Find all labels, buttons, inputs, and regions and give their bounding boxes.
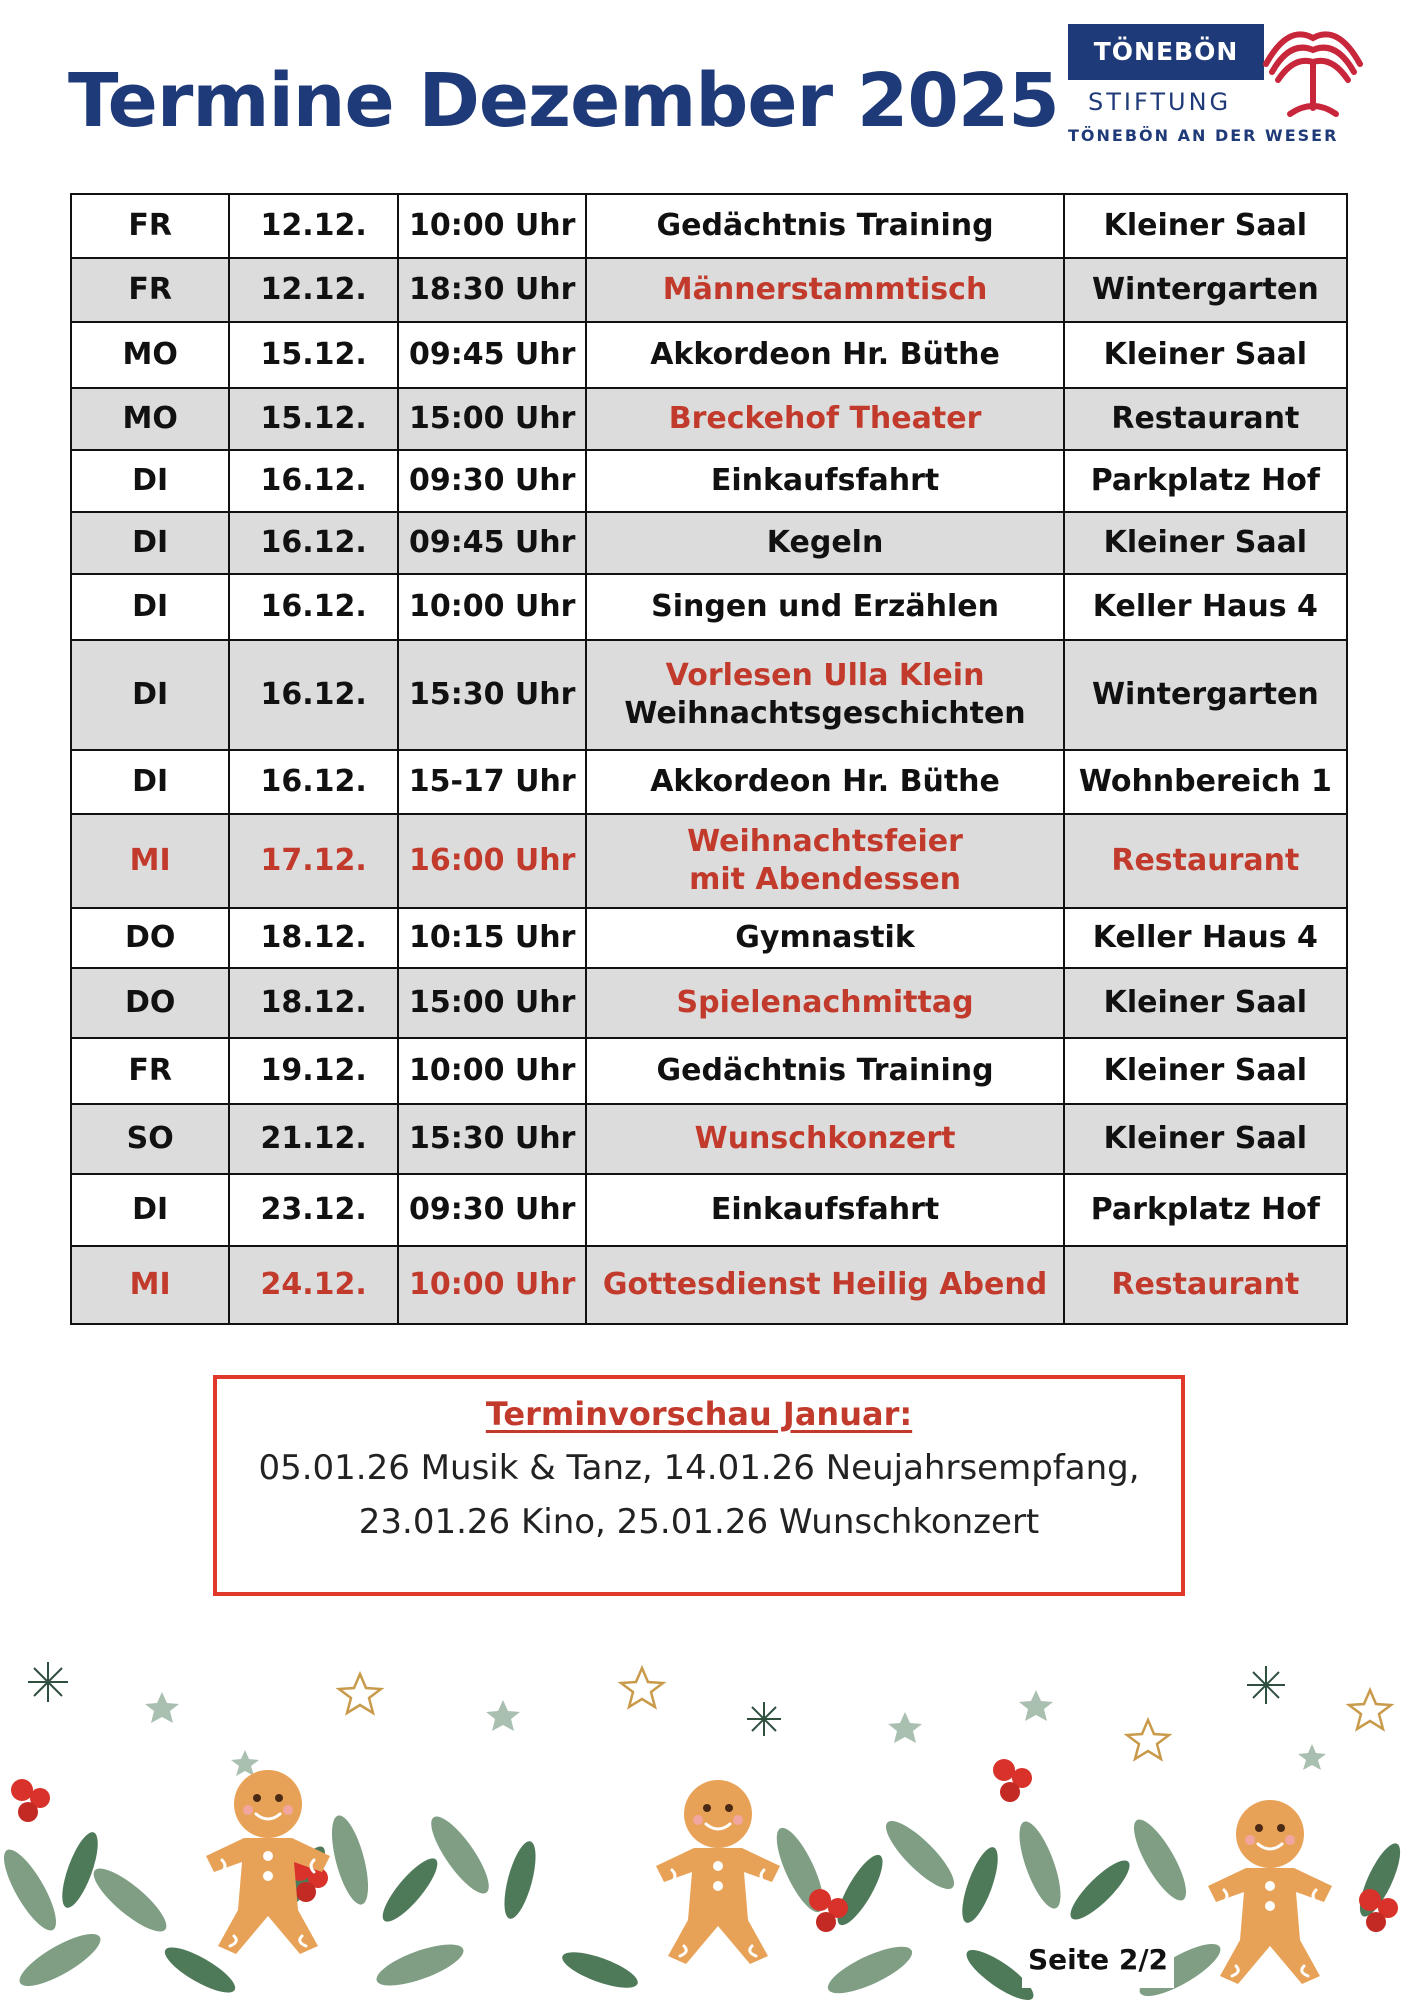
event-title: Singen und Erzählen: [651, 589, 999, 624]
date-cell: 12.12.: [229, 194, 398, 258]
tree-logo-icon: [1258, 24, 1368, 124]
time-cell: 15:00 Uhr: [398, 968, 586, 1038]
event-cell: [586, 640, 1063, 750]
table-row: [71, 1174, 1347, 1246]
time-cell: 09:30 Uhr: [398, 450, 586, 512]
location-cell: Wintergarten: [1064, 640, 1347, 750]
time-cell: 10:00 Uhr: [398, 1038, 586, 1104]
day-cell: MI: [71, 814, 229, 908]
date-cell: 17.12.: [229, 814, 398, 908]
event-title: Akkordeon Hr. Büthe: [650, 764, 1000, 799]
stiftung-logo: [1068, 24, 1368, 154]
time-cell: 10:00 Uhr: [398, 574, 586, 640]
location-cell: Parkplatz Hof: [1064, 1174, 1347, 1246]
page-number: Seite 2/2: [1022, 1932, 1174, 1988]
event-cell: [586, 814, 1063, 908]
table-row: [71, 814, 1347, 908]
table-row: [71, 258, 1347, 322]
event-cell: [586, 1104, 1063, 1174]
date-cell: 16.12.: [229, 512, 398, 574]
time-cell: 09:30 Uhr: [398, 1174, 586, 1246]
time-cell: 16:00 Uhr: [398, 814, 586, 908]
table-row: [71, 450, 1347, 512]
time-cell: 10:00 Uhr: [398, 1246, 586, 1324]
preview-line-1: 05.01.26 Musik & Tanz, 14.01.26 Neujahrsempfang,: [258, 1448, 1140, 1488]
event-cell: [586, 750, 1063, 814]
table-row: [71, 750, 1347, 814]
event-title: Spielenachmittag: [676, 985, 974, 1020]
location-cell: Kleiner Saal: [1064, 512, 1347, 574]
event-title: Akkordeon Hr. Büthe: [650, 337, 1000, 372]
logo-name: TÖNEBÖN: [1068, 24, 1264, 80]
event-title: Gedächtnis Training: [656, 208, 994, 243]
event-cell: [586, 908, 1063, 968]
day-cell: DI: [71, 450, 229, 512]
day-cell: DO: [71, 908, 229, 968]
event-subtitle: mit Abendessen: [689, 862, 962, 897]
table-row: [71, 640, 1347, 750]
location-cell: Restaurant: [1064, 1246, 1347, 1324]
day-cell: DI: [71, 640, 229, 750]
date-cell: 15.12.: [229, 322, 398, 388]
event-cell: [586, 194, 1063, 258]
event-cell: [586, 574, 1063, 640]
event-title: Gedächtnis Training: [656, 1053, 994, 1088]
location-cell: Kleiner Saal: [1064, 1038, 1347, 1104]
schedule-table: [70, 193, 1348, 1325]
page-title: Termine Dezember 2025: [68, 58, 1059, 144]
day-cell: DI: [71, 750, 229, 814]
event-cell: [586, 388, 1063, 450]
event-title: Einkaufsfahrt: [710, 463, 940, 498]
star-icon: [145, 1690, 1326, 1776]
event-title: Kegeln: [766, 525, 884, 560]
christmas-decoration: [0, 1640, 1414, 2000]
time-cell: 18:30 Uhr: [398, 258, 586, 322]
location-cell: Keller Haus 4: [1064, 574, 1347, 640]
location-cell: Kleiner Saal: [1064, 322, 1347, 388]
event-title: Einkaufsfahrt: [710, 1192, 940, 1227]
day-cell: DI: [71, 574, 229, 640]
location-cell: Kleiner Saal: [1064, 1104, 1347, 1174]
date-cell: 24.12.: [229, 1246, 398, 1324]
day-cell: FR: [71, 258, 229, 322]
preview-title: Terminvorschau Januar:: [485, 1395, 913, 1433]
table-row: [71, 322, 1347, 388]
table-row: [71, 1038, 1347, 1104]
event-title: Breckehof Theater: [668, 401, 982, 436]
event-cell: [586, 450, 1063, 512]
event-cell: [586, 512, 1063, 574]
table-row: [71, 1104, 1347, 1174]
table-row: [71, 388, 1347, 450]
event-cell: [586, 322, 1063, 388]
event-subtitle: Weihnachtsgeschichten: [624, 696, 1026, 731]
date-cell: 21.12.: [229, 1104, 398, 1174]
location-cell: Keller Haus 4: [1064, 908, 1347, 968]
time-cell: 15:30 Uhr: [398, 640, 586, 750]
table-row: [71, 512, 1347, 574]
date-cell: 19.12.: [229, 1038, 398, 1104]
event-cell: [586, 968, 1063, 1038]
date-cell: 18.12.: [229, 968, 398, 1038]
table-row: [71, 574, 1347, 640]
event-cell: [586, 258, 1063, 322]
location-cell: Wohnbereich 1: [1064, 750, 1347, 814]
event-cell: [586, 1246, 1063, 1324]
time-cell: 10:15 Uhr: [398, 908, 586, 968]
snowflake-icon: [28, 1662, 1285, 1736]
time-cell: 09:45 Uhr: [398, 512, 586, 574]
day-cell: MO: [71, 322, 229, 388]
table-row: [71, 1246, 1347, 1324]
event-title: Männerstammtisch: [662, 272, 988, 307]
date-cell: 12.12.: [229, 258, 398, 322]
preview-line-2: 23.01.26 Kino, 25.01.26 Wunschkonzert: [358, 1502, 1040, 1542]
event-title: Weihnachtsfeier: [687, 824, 963, 859]
day-cell: DI: [71, 1174, 229, 1246]
date-cell: 23.12.: [229, 1174, 398, 1246]
location-cell: Kleiner Saal: [1064, 194, 1347, 258]
day-cell: FR: [71, 1038, 229, 1104]
date-cell: 16.12.: [229, 640, 398, 750]
location-cell: Restaurant: [1064, 388, 1347, 450]
time-cell: 15:00 Uhr: [398, 388, 586, 450]
day-cell: DI: [71, 512, 229, 574]
time-cell: 15-17 Uhr: [398, 750, 586, 814]
location-cell: Kleiner Saal: [1064, 968, 1347, 1038]
date-cell: 16.12.: [229, 450, 398, 512]
event-title: Wunschkonzert: [694, 1121, 956, 1156]
date-cell: 16.12.: [229, 750, 398, 814]
table-row: [71, 968, 1347, 1038]
location-cell: Wintergarten: [1064, 258, 1347, 322]
january-preview-box: [213, 1375, 1185, 1596]
time-cell: 09:45 Uhr: [398, 322, 586, 388]
day-cell: SO: [71, 1104, 229, 1174]
logo-subtitle: STIFTUNG: [1088, 88, 1232, 116]
location-cell: Restaurant: [1064, 814, 1347, 908]
date-cell: 15.12.: [229, 388, 398, 450]
day-cell: FR: [71, 194, 229, 258]
schedule-body: [71, 194, 1347, 1324]
day-cell: MI: [71, 1246, 229, 1324]
table-row: [71, 194, 1347, 258]
event-title: Gottesdienst Heilig Abend: [602, 1267, 1048, 1302]
event-title: Gymnastik: [735, 920, 915, 955]
table-row: [71, 908, 1347, 968]
logo-tagline: TÖNEBÖN AN DER WESER: [1068, 126, 1339, 145]
date-cell: 18.12.: [229, 908, 398, 968]
event-cell: [586, 1174, 1063, 1246]
event-cell: [586, 1038, 1063, 1104]
day-cell: DO: [71, 968, 229, 1038]
event-title: Vorlesen Ulla Klein: [665, 658, 985, 693]
time-cell: 15:30 Uhr: [398, 1104, 586, 1174]
day-cell: MO: [71, 388, 229, 450]
date-cell: 16.12.: [229, 574, 398, 640]
time-cell: 10:00 Uhr: [398, 194, 586, 258]
location-cell: Parkplatz Hof: [1064, 450, 1347, 512]
